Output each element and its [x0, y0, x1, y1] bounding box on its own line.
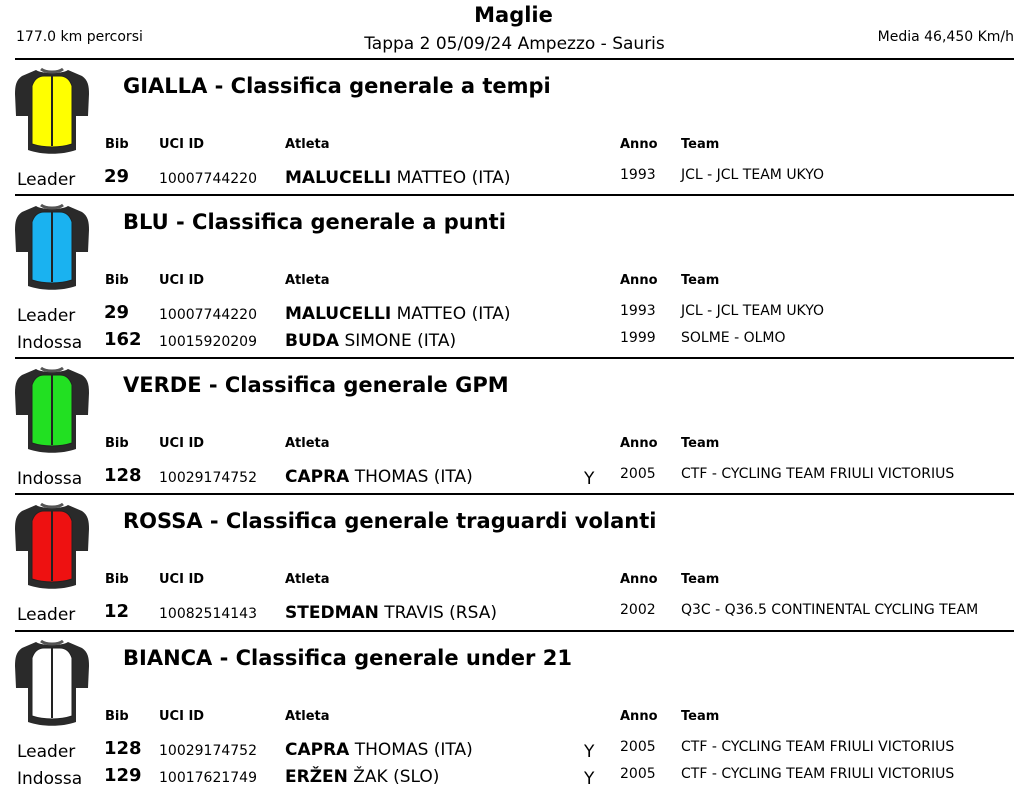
col-header-bib: Bib — [105, 436, 129, 451]
section-divider — [15, 493, 1014, 495]
athlete-surname: ERŽEN — [285, 767, 348, 787]
section-title: ROSSA - Classifica generale traguardi volanti — [123, 509, 657, 533]
athlete-surname: MALUCELLI — [285, 168, 392, 188]
team-name: Q3C - Q36.5 CONTINENTAL CYCLING TEAM — [681, 602, 979, 618]
role-label: Leader — [17, 170, 76, 190]
col-header-athlete: Atleta — [285, 273, 330, 288]
team-name: JCL - JCL TEAM UKYO — [681, 303, 825, 319]
athlete-firstname: THOMAS (ITA) — [354, 467, 473, 487]
athlete-firstname: TRAVIS (RSA) — [384, 603, 497, 623]
athlete-name — [285, 767, 439, 787]
col-header-uci: UCI ID — [159, 273, 205, 288]
col-header-team: Team — [681, 572, 720, 587]
col-header-year: Anno — [620, 572, 658, 587]
bib-number: 29 — [104, 302, 130, 323]
athlete-name — [285, 740, 473, 760]
bib-number: 128 — [104, 465, 142, 486]
athlete-firstname: MATTEO (ITA) — [396, 304, 511, 324]
athlete-surname: CAPRA — [285, 467, 350, 487]
col-header-uci: UCI ID — [159, 709, 205, 724]
bib-number: 128 — [104, 738, 142, 759]
team-name: SOLME - OLMO — [681, 330, 786, 346]
role-label: Indossa — [17, 333, 83, 353]
section-divider — [15, 357, 1014, 359]
athlete-name — [285, 331, 456, 351]
role-label: Leader — [17, 605, 76, 625]
section-divider — [15, 194, 1014, 196]
classification-row — [0, 765, 1027, 792]
col-header-bib: Bib — [105, 137, 129, 152]
team-name: CTF - CYCLING TEAM FRIULI VICTORIUS — [681, 739, 955, 755]
section-divider — [15, 630, 1014, 632]
col-header-athlete: Atleta — [285, 572, 330, 587]
classification-row — [0, 601, 1027, 628]
col-header-bib: Bib — [105, 709, 129, 724]
section-title: BIANCA - Classifica generale under 21 — [123, 646, 572, 670]
jersey-icon — [14, 200, 90, 292]
section-divider — [15, 58, 1014, 60]
athlete-firstname: ŽAK (SLO) — [353, 767, 440, 787]
athlete-firstname: MATTEO (ITA) — [396, 168, 511, 188]
team-name: CTF - CYCLING TEAM FRIULI VICTORIUS — [681, 766, 955, 782]
athlete-surname: STEDMAN — [285, 603, 379, 623]
uci-id: 10015920209 — [159, 334, 257, 350]
col-header-year: Anno — [620, 709, 658, 724]
birth-year: 2002 — [620, 602, 656, 618]
uci-id: 10029174752 — [159, 743, 257, 759]
uci-id: 10007744220 — [159, 307, 257, 323]
birth-year: 2005 — [620, 466, 656, 482]
bib-number: 29 — [104, 166, 130, 187]
athlete-name — [285, 467, 473, 487]
team-name: JCL - JCL TEAM UKYO — [681, 167, 825, 183]
under23-flag: Y — [584, 742, 595, 762]
birth-year: 1993 — [620, 303, 656, 319]
col-header-year: Anno — [620, 273, 658, 288]
under23-flag: Y — [584, 469, 595, 489]
stage-subtitle: Tappa 2 05/09/24 Ampezzo - Sauris — [364, 34, 665, 54]
col-header-athlete: Atleta — [285, 436, 330, 451]
uci-id: 10082514143 — [159, 606, 257, 622]
col-header-team: Team — [681, 137, 720, 152]
col-header-team: Team — [681, 273, 720, 288]
athlete-surname: CAPRA — [285, 740, 350, 760]
col-header-team: Team — [681, 436, 720, 451]
classification-row — [0, 166, 1027, 193]
classification-row — [0, 302, 1027, 329]
birth-year: 2005 — [620, 739, 656, 755]
birth-year: 2005 — [620, 766, 656, 782]
athlete-name — [285, 304, 511, 324]
jersey-icon — [14, 64, 90, 156]
athlete-surname: MALUCELLI — [285, 304, 392, 324]
section-title: VERDE - Classifica generale GPM — [123, 373, 509, 397]
bib-number: 162 — [104, 329, 142, 350]
jersey-icon — [14, 636, 90, 728]
average-speed-label: Media 46,450 Km/h — [877, 29, 1014, 45]
athlete-surname: BUDA — [285, 331, 340, 351]
section-title: GIALLA - Classifica generale a tempi — [123, 74, 551, 98]
jersey-icon — [14, 363, 90, 455]
athlete-firstname: SIMONE (ITA) — [344, 331, 457, 351]
jersey-icon — [14, 499, 90, 591]
col-header-athlete: Atleta — [285, 137, 330, 152]
role-label: Indossa — [17, 469, 83, 489]
role-label: Leader — [17, 742, 76, 762]
uci-id: 10007744220 — [159, 171, 257, 187]
classification-row — [0, 738, 1027, 765]
under23-flag: Y — [584, 769, 595, 789]
team-name: CTF - CYCLING TEAM FRIULI VICTORIUS — [681, 466, 955, 482]
birth-year: 1993 — [620, 167, 656, 183]
col-header-athlete: Atleta — [285, 709, 330, 724]
col-header-uci: UCI ID — [159, 137, 205, 152]
bib-number: 129 — [104, 765, 142, 786]
distance-label: 177.0 km percorsi — [16, 29, 143, 45]
role-label: Indossa — [17, 769, 83, 789]
role-label: Leader — [17, 306, 76, 326]
col-header-bib: Bib — [105, 572, 129, 587]
classification-row — [0, 465, 1027, 492]
athlete-firstname: THOMAS (ITA) — [354, 740, 473, 760]
col-header-year: Anno — [620, 137, 658, 152]
athlete-name — [285, 603, 497, 623]
birth-year: 1999 — [620, 330, 656, 346]
col-header-year: Anno — [620, 436, 658, 451]
col-header-uci: UCI ID — [159, 436, 205, 451]
classification-row — [0, 329, 1027, 356]
report-title: Maglie — [474, 3, 553, 27]
col-header-bib: Bib — [105, 273, 129, 288]
bib-number: 12 — [104, 601, 130, 622]
col-header-uci: UCI ID — [159, 572, 205, 587]
section-title: BLU - Classifica generale a punti — [123, 210, 506, 234]
athlete-name — [285, 168, 511, 188]
uci-id: 10029174752 — [159, 470, 257, 486]
col-header-team: Team — [681, 709, 720, 724]
uci-id: 10017621749 — [159, 770, 257, 786]
